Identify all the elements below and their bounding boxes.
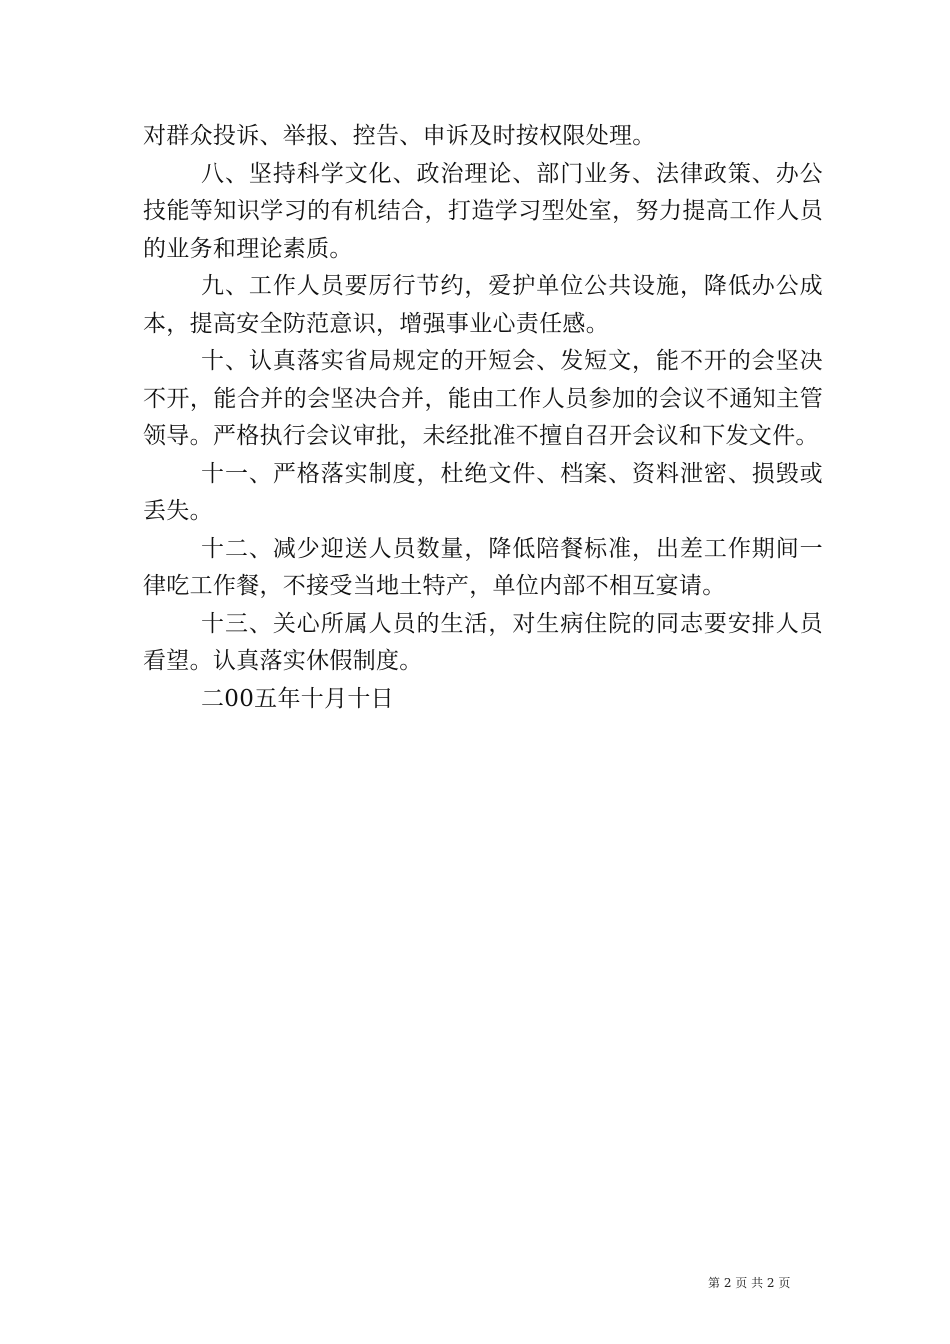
paragraph-item-12: 十二、减少迎送人员数量，降低陪餐标准，出差工作期间一律吃工作餐，不接受当地土特产，单位内部不相互宴请。 <box>143 535 823 599</box>
paragraph-item-13: 十三、关心所属人员的生活，对生病住院的同志要安排人员看望。认真落实休假制度。 <box>143 610 823 674</box>
paragraph-item-10: 十、认真落实省局规定的开短会、发短文，能不开的会坚决不开，能合并的会坚决合并，能由工作人员参加的会议不通知主管领导。严格执行会议审批，未经批准不擅自召开会议和下发文件。 <box>143 348 823 449</box>
paragraph-continuation: 对群众投诉、举报、控告、申诉及时按权限处理。 <box>143 123 656 149</box>
page-number-footer: 第 2 页 共 2 页 <box>708 1276 791 1290</box>
paragraph-item-11: 十一、严格落实制度，杜绝文件、档案、资料泄密、损毁或丢失。 <box>143 460 823 524</box>
document-date: 二00五年十月十日 <box>201 685 394 712</box>
paragraph-item-9: 九、工作人员要厉行节约，爱护单位公共设施，降低办公成本，提高安全防范意识，增强事业心责任感。 <box>143 273 823 337</box>
document-body <box>143 118 823 718</box>
paragraph-item-8: 八、坚持科学文化、政治理论、部门业务、法律政策、办公技能等知识学习的有机结合，打造学习型处室，努力提高工作人员的业务和理论素质。 <box>143 160 823 262</box>
